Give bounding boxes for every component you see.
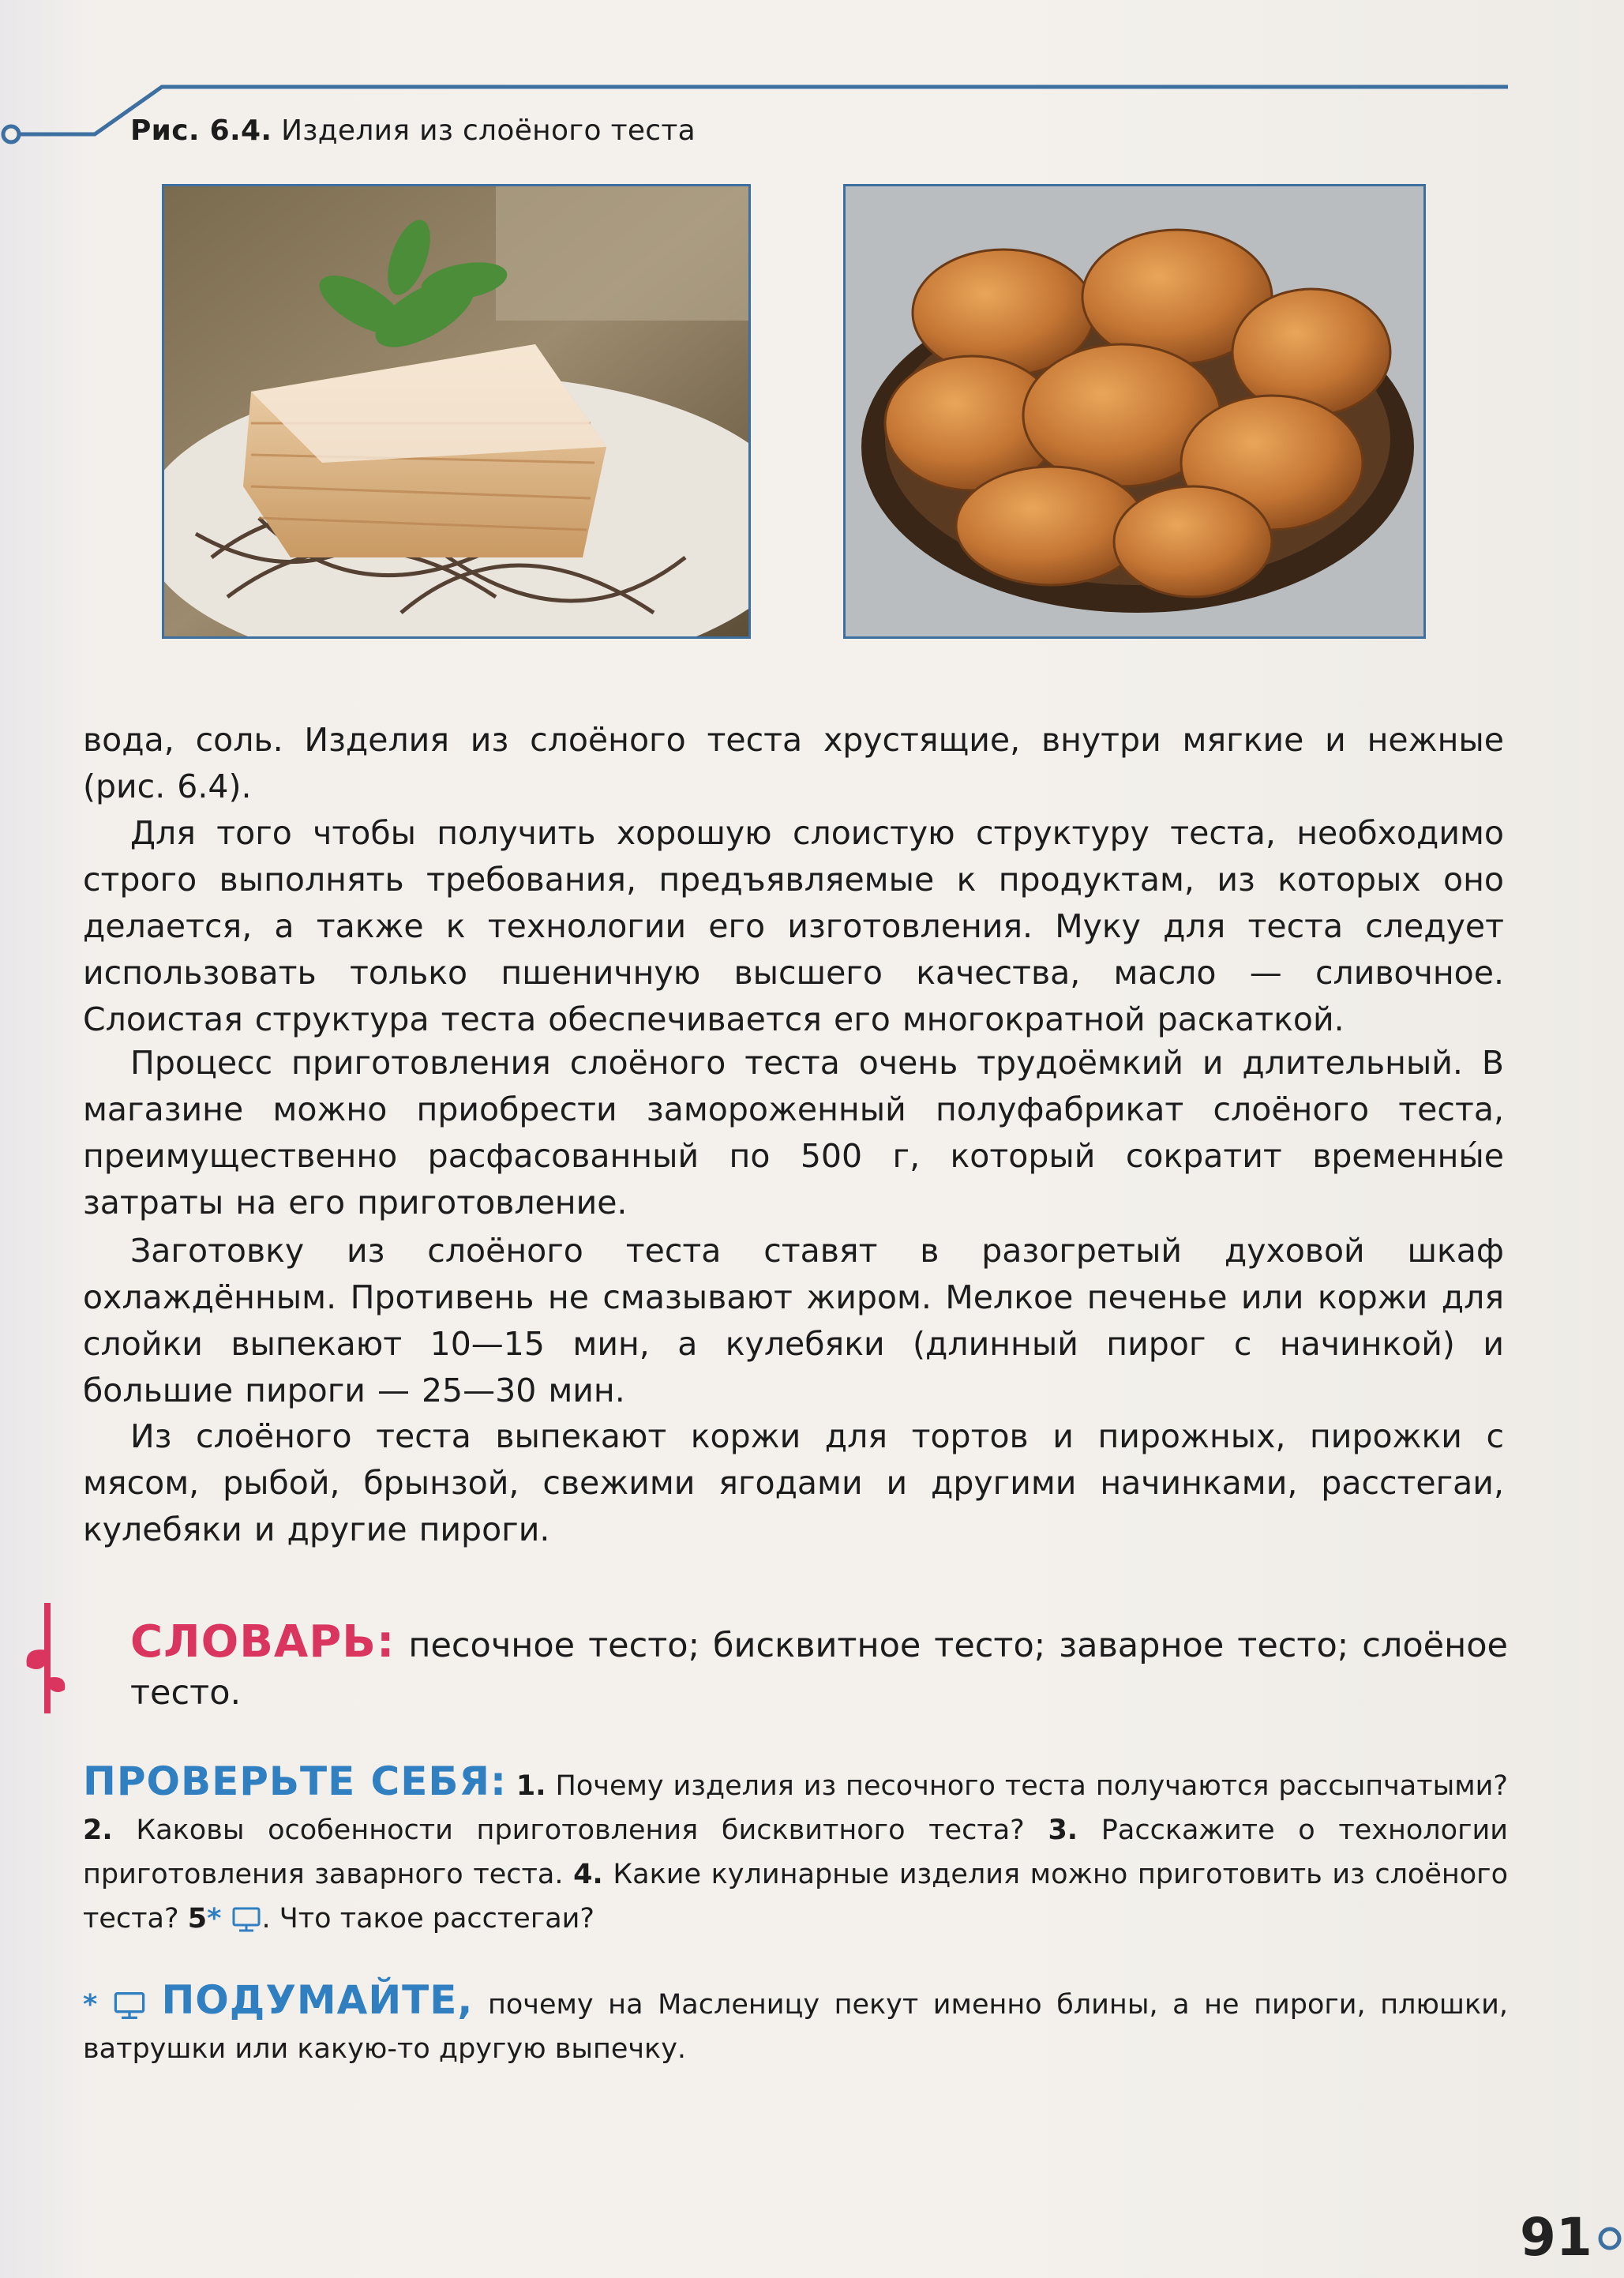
question-5: . Что такое расстегаи? [261, 1903, 594, 1935]
question-1: Почему изделия из песочного теста получаются рассыпчатыми? [555, 1770, 1508, 1802]
computer-icon [112, 1991, 147, 2021]
question-5-number: 5 [187, 1903, 208, 1935]
question-1-number: 1. [516, 1770, 546, 1802]
figure-title: Изделия из слоёного теста [281, 114, 696, 147]
think-star: * [83, 1989, 98, 2021]
think-block [83, 1978, 1508, 2071]
think-text: почему на Масленицу пекут именно блины, а не пироги, плюшки, ватрушки или какую-то другую выпечку. [83, 1989, 1508, 2065]
dictionary-block [130, 1616, 1508, 1717]
paragraph-5 [83, 1413, 1504, 1553]
dictionary-text: песочное тесто; бисквитное тесто; заварное тесто; слоёное тесто. [130, 1626, 1508, 1713]
photo-croissants [843, 184, 1426, 639]
paragraph-4 [83, 1228, 1504, 1414]
check-yourself-block [83, 1759, 1508, 1941]
question-4: Какие кулинарные изделия можно приготовить из слоёного теста? [83, 1859, 1508, 1935]
dictionary-title: СЛОВАРЬ: [130, 1616, 396, 1668]
paragraph-5-text: Из слоёного теста выпекают коржи для тортов и пирожных, пирожки с мясом, рыбой, брынзой, свежими ягодами и другими начинками, расстегаи, кулебяки и другие пироги. [83, 1417, 1504, 1548]
page-number-marker [1596, 2225, 1623, 2252]
computer-icon [231, 1906, 262, 1933]
bookmark-leaf-icon [24, 1603, 71, 1713]
paragraph-1-text: вода, соль. Изделия из слоёного теста хрустящие, внутри мягкие и нежные (рис. 6.4). [83, 721, 1504, 805]
paragraph-2-text: Для того чтобы получить хорошую слоистую структуру теста, необходимо строго выполнять требования, предъявляемые к продуктам, из которых оно делается, а также к технологии его изготовления. Муку для теста следует использовать только пшеничную высшего качества, масло — сливочное. Слоистая структура теста обеспечивается его многократной раскаткой. [83, 814, 1504, 1038]
question-3: Расскажите о технологии приготовления заварного теста. [83, 1815, 1508, 1890]
question-2: Каковы особенности приготовления бисквитного теста? [136, 1815, 1025, 1846]
paragraph-1 [83, 717, 1504, 810]
paragraph-4-text: Заготовку из слоёного теста ставят в разогретый духовой шкаф охлаждённым. Противень не смазывают жиром. Мелкое печенье или коржи для слойки выпекают 10—15 мин, а кулебяки (длинный пирог с начинкой) и большие пироги — 25—30 мин. [83, 1232, 1504, 1409]
photo-puff-cake [162, 184, 751, 639]
question-2-number: 2. [83, 1815, 113, 1846]
question-5-star: * [207, 1903, 222, 1935]
page-number: 91 [1520, 2207, 1592, 2268]
paragraph-3 [83, 1040, 1504, 1226]
figure-caption [130, 114, 696, 147]
think-title: ПОДУМАЙТЕ, [161, 1977, 474, 2023]
paragraph-3-text: Процесс приготовления слоёного теста очень трудоёмкий и длительный. В магазине можно приобрести замороженный полуфабрикат слоёного теста, преимущественно расфасованный по 500 г, который сократит временны́е затраты на его приготовление. [83, 1044, 1504, 1222]
question-4-number: 4. [573, 1859, 603, 1890]
check-yourself-title: ПРОВЕРЬТЕ СЕБЯ: [83, 1758, 507, 1804]
question-3-number: 3. [1048, 1815, 1078, 1846]
figure-label: Рис. 6.4. [130, 114, 272, 147]
paragraph-2 [83, 810, 1504, 1043]
